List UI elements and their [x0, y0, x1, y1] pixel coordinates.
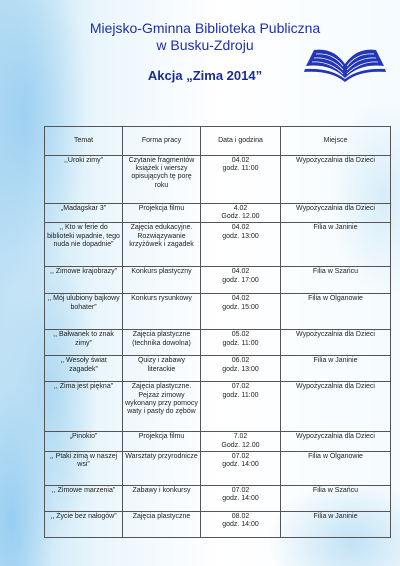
date-text: 04.02: [231, 224, 250, 232]
title-line-1: Miejsko-Gminna Biblioteka Publiczna: [89, 20, 321, 36]
cell-data: [201, 511, 281, 537]
form-text: Projekcja filmu: [138, 433, 185, 441]
cell-miejsce: [281, 432, 391, 451]
cell-miejsce: [281, 511, 391, 537]
time-text: godz. 14:00: [222, 461, 259, 469]
form-text: Konkurs plastyczny: [131, 268, 192, 276]
cell-temat: [45, 330, 123, 356]
cell-miejsce: [281, 356, 391, 382]
cell-data: [201, 204, 281, 223]
campaign-subtitle: Akcja „Zima 2014”: [147, 68, 263, 83]
table-row: [45, 204, 391, 223]
cell-forma: [123, 156, 201, 204]
date-text: 7.02: [233, 433, 248, 441]
place-text: Wypożyczalnia dla Dzieci: [296, 331, 375, 339]
table-row: [45, 223, 391, 267]
time-text: godz. 13:00: [222, 232, 259, 240]
place-text: Wypożyczalnia dla Dzieci: [296, 383, 375, 391]
cell-miejsce: [281, 330, 391, 356]
place-text: Wypożyczalnia dla Dzieci: [296, 205, 375, 212]
cell-forma: [123, 432, 201, 451]
cell-temat: [45, 204, 123, 223]
time-text: godz. 15:00: [222, 303, 259, 311]
table-row: [45, 294, 391, 330]
cell-forma: [123, 356, 201, 382]
place-text: Filia w Olganowie: [308, 452, 363, 460]
cell-data: [201, 294, 281, 330]
topic-text: ,, Kto w ferie do biblioteki wpadnie, tego nuda nie dopadnie”: [47, 224, 120, 248]
topic-text: ,, Mój ulubiony bajkowy bohater”: [47, 295, 120, 311]
time-text: godz. 14:00: [222, 521, 259, 529]
table-row: [45, 511, 391, 537]
cell-temat: [45, 511, 123, 537]
time-text: godz. 17:00: [222, 276, 259, 284]
cell-data: [201, 382, 281, 432]
cell-data: [201, 156, 281, 204]
cell-data: [201, 267, 281, 294]
form-text: Warsztaty przyrodnicze: [125, 452, 198, 460]
topic-text: ,, Zimowe krajobrazy”: [50, 268, 117, 276]
cell-forma: [123, 204, 201, 223]
cell-temat: [45, 432, 123, 451]
title-line-2: w Busku-Zdroju: [156, 37, 254, 53]
form-text: Quizy i zabawy literackie: [137, 357, 186, 373]
table-row: [45, 156, 391, 204]
time-text: godz. 11:00: [222, 339, 259, 347]
cell-data: [201, 223, 281, 267]
form-text: Zajęcia plastyczne (technika dowolna): [132, 331, 191, 347]
table-row: [45, 485, 391, 511]
cell-data: [201, 330, 281, 356]
topic-text: ,, Zimowe marzenia”: [51, 486, 116, 494]
cell-temat: [45, 223, 123, 267]
form-text: Zabawy i konkursy: [132, 486, 191, 494]
time-text: Godz. 12.00: [221, 213, 260, 221]
place-text: Filia w Janinie: [313, 224, 358, 232]
cell-temat: [45, 485, 123, 511]
form-text: Czytanie fragmentów książek i wierszy opisujących tę porę roku: [128, 157, 195, 189]
cell-miejsce: [281, 204, 391, 223]
cell-forma: [123, 511, 201, 537]
form-text: Zajęcia plastyczne: [132, 512, 191, 520]
table-row: [45, 382, 391, 432]
time-text: godz. 11:00: [222, 165, 259, 173]
cell-data: [201, 432, 281, 451]
header-data: Data i godzina: [201, 127, 281, 156]
date-text: 04.02: [231, 268, 250, 276]
form-text: Projekcja filmu: [138, 205, 185, 212]
form-text: Konkurs rysunkowy: [131, 295, 192, 303]
cell-forma: [123, 485, 201, 511]
place-text: Filia w Szańcu: [312, 268, 359, 276]
place-text: Filia w Janinie: [313, 357, 358, 365]
date-text: 04.02: [231, 157, 250, 164]
cell-forma: [123, 267, 201, 294]
cell-miejsce: [281, 223, 391, 267]
cell-miejsce: [281, 485, 391, 511]
time-text: godz. 11:00: [222, 391, 259, 399]
cell-temat: [45, 382, 123, 432]
cell-forma: [123, 330, 201, 356]
date-text: 4.02: [233, 205, 248, 212]
table-header-row: [45, 127, 391, 156]
time-text: godz. 13:00: [222, 365, 259, 373]
place-text: Wypożyczalnia dla Dzieci: [296, 433, 375, 441]
cell-miejsce: [281, 382, 391, 432]
cell-data: [201, 451, 281, 485]
cell-miejsce: [281, 294, 391, 330]
cell-temat: [45, 267, 123, 294]
cell-forma: [123, 382, 201, 432]
cell-miejsce: [281, 156, 391, 204]
cell-temat: [45, 156, 123, 204]
topic-text: ,, Wesoły świat zagadek”: [60, 357, 107, 373]
date-text: 07.02: [231, 383, 250, 391]
table-row: [45, 356, 391, 382]
header-miejsce: Miejsce: [281, 127, 391, 156]
cell-temat: [45, 356, 123, 382]
topic-text: „Pinokio”: [69, 433, 98, 441]
topic-text: ,,Uroki zimy”: [64, 157, 103, 164]
topic-text: ,, Życie bez nałogów”: [50, 512, 117, 520]
table-row: [45, 267, 391, 294]
header-temat: Temat: [45, 127, 123, 156]
date-text: 07.02: [231, 486, 250, 494]
form-text: Zajęcia edukacyjne. Rozwiązywanie krzyżówek i zagadek: [129, 224, 194, 248]
cell-miejsce: [281, 267, 391, 294]
topic-text: ,, Ptaki zimą w naszej wsi”: [49, 452, 118, 469]
date-text: 04.02: [231, 295, 250, 303]
place-text: Filia w Szańcu: [312, 486, 359, 494]
cell-temat: [45, 451, 123, 485]
date-text: 05.02: [231, 331, 250, 339]
date-text: 06.02: [231, 357, 250, 365]
cell-forma: [123, 294, 201, 330]
cell-forma: [123, 223, 201, 267]
place-text: Filia w Olganowie: [308, 295, 363, 303]
date-text: 08.02: [231, 512, 250, 520]
topic-text: ,, Zima jest piękna”: [53, 383, 114, 391]
time-text: godz. 14:00: [222, 495, 259, 503]
topic-text: ,, Bałwanek to znak zimy”: [53, 331, 114, 347]
table-row: [45, 432, 391, 451]
cell-data: [201, 356, 281, 382]
topic-text: „Madagskar 3”: [60, 205, 107, 212]
place-text: Filia w Janinie: [313, 512, 358, 520]
cell-miejsce: [281, 451, 391, 485]
schedule-table: [44, 126, 391, 538]
time-text: Godz. 12.00: [221, 441, 260, 449]
place-text: Wypożyczalnia dla Dzieci: [296, 157, 375, 164]
form-text: Zajęcia plastyczne. Pejzaż zimowy wykonany przy pomocy waty i pasty do zębów: [125, 383, 198, 416]
date-text: 07.02: [231, 452, 250, 460]
cell-temat: [45, 294, 123, 330]
header-forma: Forma pracy: [123, 127, 201, 156]
table-row: [45, 330, 391, 356]
cell-forma: [123, 451, 201, 485]
cell-data: [201, 485, 281, 511]
table-row: [45, 451, 391, 485]
